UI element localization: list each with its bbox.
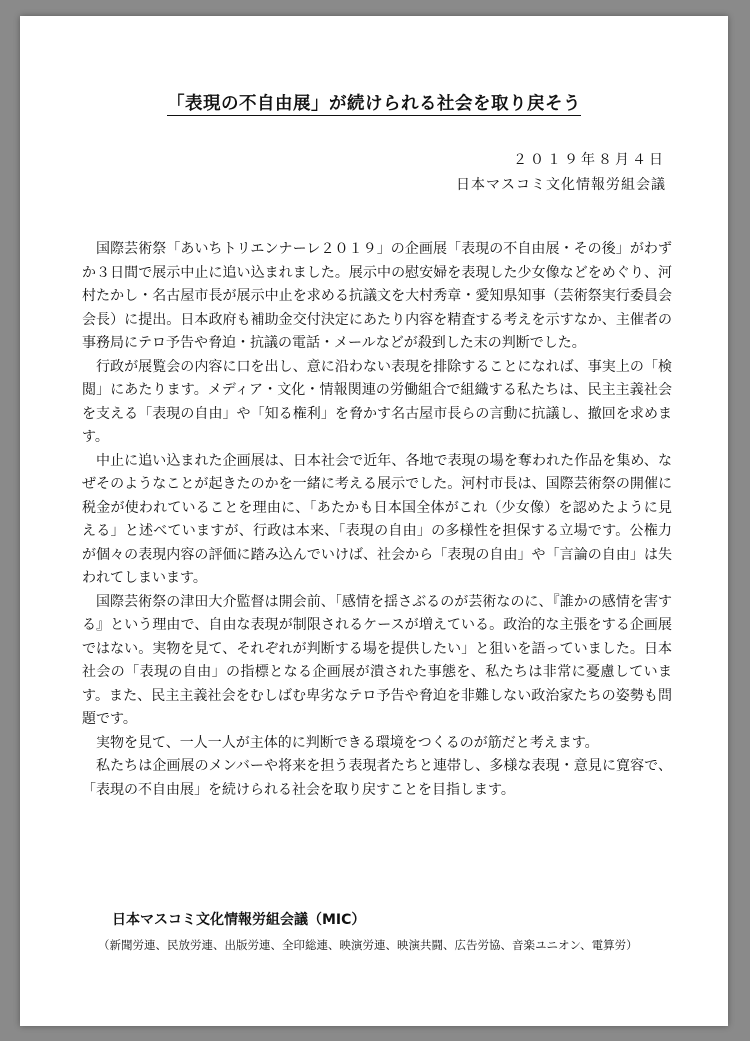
issuing-organization: 日本マスコミ文化情報労組会議 <box>456 177 666 193</box>
body-paragraph: 私たちは企画展のメンバーや将来を担う表現者たちと連帯し、多様な表現・意見に寛容で、「表現の不自由展」を続けられる社会を取り戻すことを目指します。 <box>82 758 672 798</box>
document-title-text: 「表現の不自由展」が続けられる社会を取り戻そう <box>167 94 581 114</box>
document-page <box>20 16 728 1026</box>
document-body <box>82 238 672 802</box>
body-paragraph: 国際芸術祭の津田大介監督は開会前、「感情を揺さぶるのが芸術なのに、『誰かの感情を害する』という理由で、自由な表現が制限されるケースが増えている。政治的な主張をする企画展ではない。実物を見て、それぞれが判断する場を提供したい」と狙いを語っていました。日本社会の「表現の自由」の指標となる企画展が潰された事態を、私たちは非常に憂慮しています。また、民主主義社会をむしばむ卑劣なテロ予告や脅迫を非難しない政治家たちの姿勢も問題です。 <box>82 593 672 727</box>
body-paragraph: 中止に追い込まれた企画展は、日本社会で近年、各地で表現の場を奪われた作品を集め、なぜそのようなことが起きたのかを一緒に考える展示でした。河村市長は、国際芸術祭の開催に税金が使われていることを理由に、「あたかも日本国全体がこれ（少女像）を認めたように見える」と述べていますが、行政は本来、「表現の自由」の多様性を担保する立場です。公権力が個々の表現内容の評価に踏み込んでいけば、社会から「表現の自由」や「言論の自由」は失われてしまいます。 <box>82 452 672 586</box>
document-date: ２０１９年８月４日 <box>513 152 666 168</box>
footer-member-unions: （新聞労連、民放労連、出版労連、全印総連、映演労連、映演共闘、広告労協、音楽ユニオン、電算労） <box>98 938 638 952</box>
footer-organization: 日本マスコミ文化情報労組会議（MIC） <box>112 912 366 928</box>
body-paragraph: 実物を見て、一人一人が主体的に判断できる環境をつくるのが筋だと考えます。 <box>96 734 599 751</box>
document-title <box>20 90 728 115</box>
body-paragraph: 行政が展覧会の内容に口を出し、意に沿わない表現を排除することになれば、事実上の「検閲」にあたります。メディア・文化・情報関連の労働組合で組織する私たちは、民主主義社会を支える「表現の自由」や「知る権利」を脅かす名古屋市長らの言動に抗議し、撤回を求めます。 <box>82 358 672 445</box>
body-paragraph: 国際芸術祭「あいちトリエンナーレ２０１９」の企画展「表現の不自由展・その後」がわずか３日間で展示中止に追い込まれました。展示中の慰安婦を表現した少女像などをめぐり、河村たかし・名古屋市長が展示中止を求める抗議文を大村秀章・愛知県知事（芸術祭実行委員会会長）に提出。日本政府も補助金交付決定にあたり内容を精査する考えを示すなか、主催者の事務局にテロ予告や脅迫・抗議の電話・メールなどが殺到した末の判断でした。 <box>82 241 672 351</box>
